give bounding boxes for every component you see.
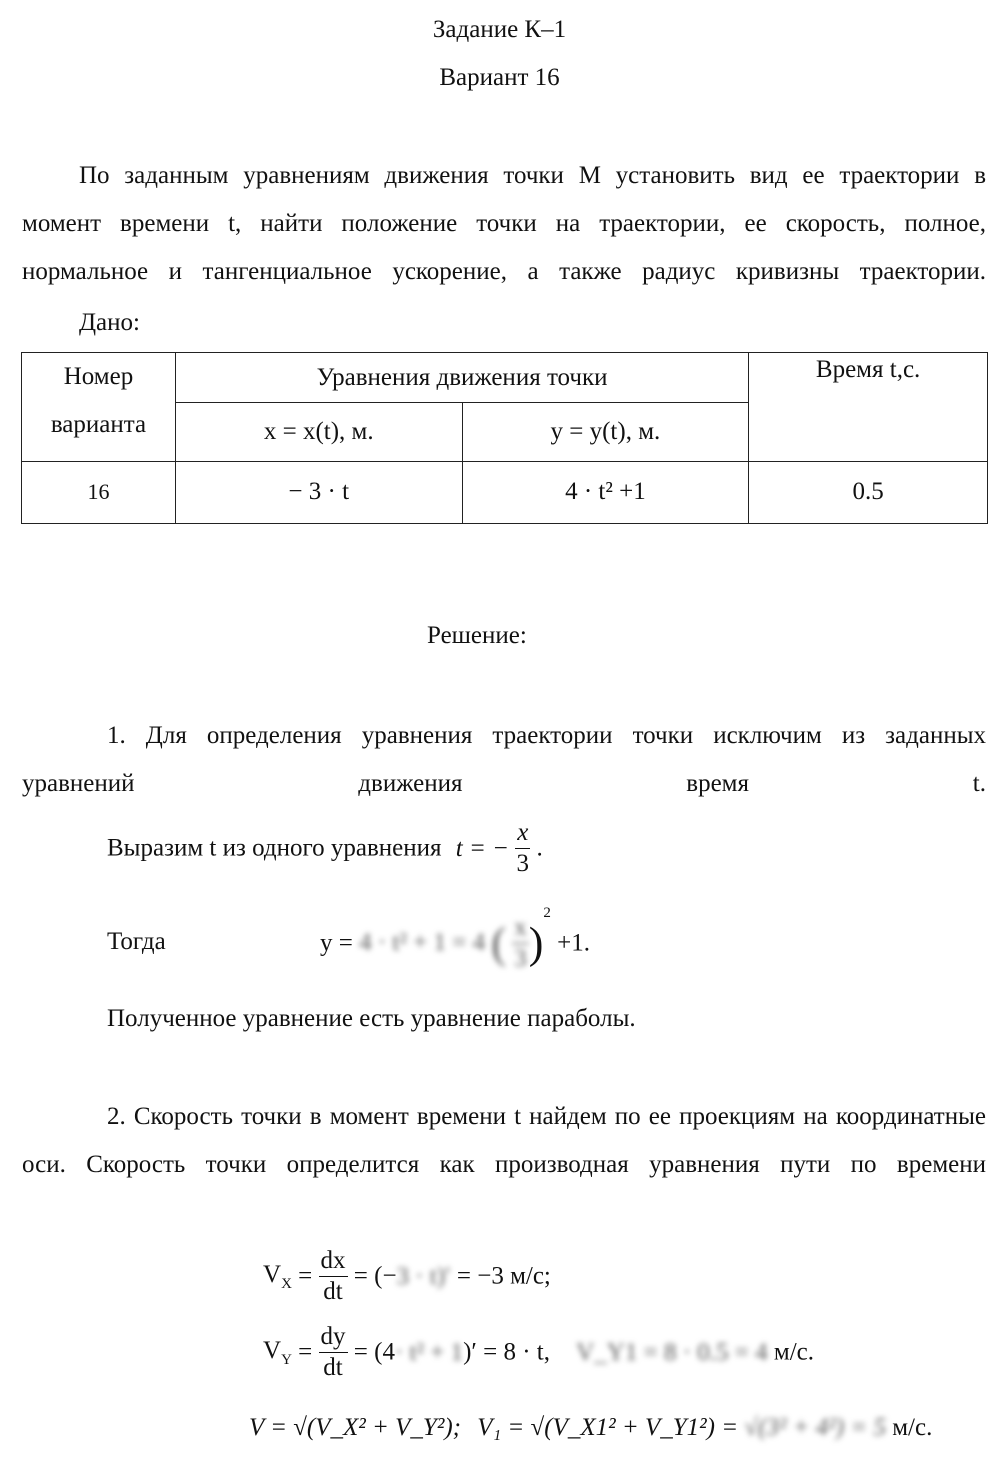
then-label: Тогда [107,928,166,955]
vy-formula: $V_Y$ = $\frac{dy}{dt}$ = (4· t² + 1)′ = 8 · t, V_Y1 = 8 · 0.5 = 4 м/с. [263,1323,815,1381]
step2-text: 2. Скорость точки в момент времени t найдем по ее проекциям на координатные оси. Скорость точки определится как производная уравнения пути по времени [22,1103,986,1178]
v1-formula: V₁ = √(V_X1² + V_Y1²) = [477,1414,739,1441]
v1-unit: м/с. [892,1414,933,1441]
vy-blurred-2: V_Y1 = 8 · 0.5 = 4 [576,1338,768,1366]
vy-blurred-1: · t² + 1 [394,1338,464,1366]
y-formula-blurred-paren: ( $\frac{x}{3}$ [491,913,527,972]
parabola-conclusion: Полученное уравнение есть уравнение параболы. [107,1005,636,1032]
vy-unit: м/с. [773,1338,815,1366]
step1-text: 1. Для определения уравнения траектории точки исключим из заданных уравнений движения время t. [22,722,986,797]
t-formula-end: . [536,834,543,862]
t-fraction-denominator: 3 [516,850,529,877]
given-table [21,352,988,524]
y-formula-lhs: y = [320,929,353,957]
variant-column-header [22,353,176,462]
vx-derivative-num: dx [319,1246,348,1277]
t-fraction-numerator: x [515,818,530,849]
x-equation-header: x = x(t), м. [175,403,462,461]
solution-heading: Решение: [427,622,527,649]
v-formula-line [249,1414,932,1442]
cell-y-equation: 4 · t² +1 [462,461,749,523]
vx-eq: = [298,1262,313,1290]
v-formula: V = √(V_X² + V_Y²); [249,1414,461,1441]
variant-header-line2: варианта [50,411,147,438]
express-t-text: Выразим t из одного уравнения [107,834,442,862]
y-formula-blurred: 4 · t² + 1 = 4 [359,929,486,957]
vx-blurred: 3 · t)′ [396,1262,451,1290]
y-formula-exponent: 2 [543,905,551,921]
vy-lhs: $V_Y$ [263,1336,292,1368]
y-trajectory-formula: y = 4 · t² + 1 = 4 ( $\frac{x}{3}$ )$^2$ +1. [320,905,590,972]
vx-lhs: $V_X$ [263,1260,292,1292]
vy-open: (4 [374,1338,395,1366]
vy-derivative-den: dt [323,1354,343,1381]
y-equation-header: y = y(t), м. [462,403,749,461]
y-frac-numerator: x [512,913,529,944]
v1-blurred: √(3² + 4²) = 5 [744,1414,886,1441]
assignment-title: Задание К–1 [432,16,567,43]
equations-column-header: Уравнения движения точки [175,353,748,403]
y-formula-end: +1. [557,929,590,957]
cell-time: 0.5 [749,461,988,523]
vy-derivative [319,1322,348,1383]
vx-derivative [319,1246,348,1307]
vy-mid: )′ = 8 · t, [463,1338,550,1366]
vy-derivative-num: dy [319,1322,348,1353]
express-t-line [107,818,543,888]
variant-header-line1: Номер [63,363,134,390]
t-formula-lhs: t = − [455,834,509,862]
problem-text: По заданным уравнениям движения точки М установить вид ее траектории в момент времени t, найти положение точки на траектории, ее скорость, полное, нормальное и тангенциальное ускорение, а также радиус кривизны траектории. [22,162,986,285]
table-row [22,461,988,523]
cell-x-equation: − 3 · t [175,461,462,523]
vx-result: = −3 м/с; [456,1262,551,1290]
y-frac-denominator: 3 [514,944,527,972]
variant-title: Вариант 16 [439,64,560,91]
t-fraction [515,818,530,879]
time-column-header: Время t,с. [749,353,988,462]
given-label: Дано: [79,309,140,336]
cell-variant: 16 [22,461,176,523]
vx-derivative-den: dt [323,1278,343,1305]
vx-formula: $V_X$ = $\frac{dx}{dt}$ = (−3 · t)′ = −3 м/с; [263,1247,551,1305]
